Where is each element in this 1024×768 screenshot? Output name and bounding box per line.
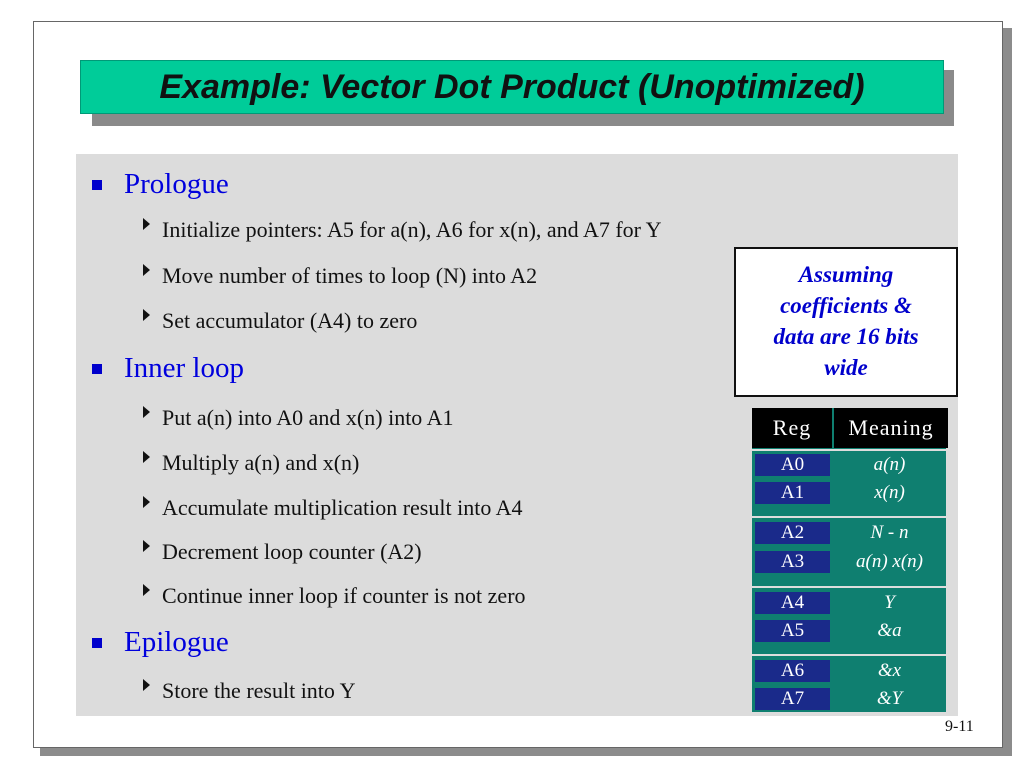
register-table (751, 407, 947, 713)
row-divider (752, 449, 948, 451)
triangle-bullet-icon (143, 451, 150, 463)
reg-name: A3 (755, 551, 830, 573)
list-item (143, 495, 523, 521)
reg-meaning: N - n (834, 522, 945, 544)
section-inner-loop (92, 352, 244, 385)
note-line: data are 16 bits (773, 324, 919, 349)
reg-name: A5 (755, 620, 830, 642)
reg-meaning: &Y (834, 688, 945, 710)
page-number: 9-11 (945, 718, 974, 735)
section-title: Prologue (124, 168, 229, 200)
triangle-bullet-icon (143, 584, 150, 596)
triangle-bullet-icon (143, 218, 150, 230)
list-item (143, 539, 422, 565)
triangle-bullet-icon (143, 540, 150, 552)
list-item (143, 450, 359, 476)
note-line: wide (824, 355, 868, 380)
reg-meaning: a(n) (834, 454, 945, 476)
reg-meaning: x(n) (834, 482, 945, 504)
reg-name: A7 (755, 688, 830, 710)
square-bullet-icon (92, 364, 102, 374)
reg-meaning: Y (834, 592, 945, 614)
list-item (143, 405, 453, 431)
reg-name: A1 (755, 482, 830, 504)
section-prologue (92, 168, 229, 201)
triangle-bullet-icon (143, 264, 150, 276)
note-line: Assuming (798, 262, 894, 287)
list-item-text: Initialize pointers: A5 for a(n), A6 for x(n), and A7 for Y (162, 217, 662, 242)
slide-title: Example: Vector Dot Product (Unoptimized) (159, 67, 865, 106)
reg-name: A6 (755, 660, 830, 682)
list-item-text: Decrement loop counter (A2) (162, 539, 422, 564)
row-divider (752, 516, 948, 518)
row-divider (752, 654, 948, 656)
list-item-text: Store the result into Y (162, 678, 356, 703)
section-title: Inner loop (124, 352, 244, 384)
triangle-bullet-icon (143, 309, 150, 321)
list-item (143, 583, 526, 609)
header-reg: Reg (752, 408, 832, 448)
square-bullet-icon (92, 180, 102, 190)
list-item-text: Put a(n) into A0 and x(n) into A1 (162, 405, 454, 430)
reg-name: A4 (755, 592, 830, 614)
reg-meaning: &x (834, 660, 945, 682)
reg-meaning: &a (834, 620, 945, 642)
section-title: Epilogue (124, 626, 229, 658)
reg-name: A0 (755, 454, 830, 476)
list-item-text: Move number of times to loop (N) into A2 (162, 263, 538, 288)
row-divider (752, 586, 948, 588)
list-item (143, 308, 417, 334)
list-item-text: Continue inner loop if counter is not zero (162, 583, 526, 608)
section-epilogue (92, 626, 229, 659)
reg-name: A2 (755, 522, 830, 544)
triangle-bullet-icon (143, 496, 150, 508)
list-item-text: Multiply a(n) and x(n) (162, 450, 360, 475)
reg-meaning: a(n) x(n) (834, 551, 945, 573)
list-item-text: Set accumulator (A4) to zero (162, 308, 418, 333)
square-bullet-icon (92, 638, 102, 648)
list-item-text: Accumulate multiplication result into A4 (162, 495, 523, 520)
title-banner (80, 60, 944, 114)
list-item (143, 217, 662, 243)
header-meaning: Meaning (834, 408, 948, 448)
assumption-note (734, 247, 958, 397)
list-item (143, 263, 537, 289)
triangle-bullet-icon (143, 679, 150, 691)
list-item (143, 678, 356, 704)
note-line: coefficients & (780, 293, 912, 318)
triangle-bullet-icon (143, 406, 150, 418)
